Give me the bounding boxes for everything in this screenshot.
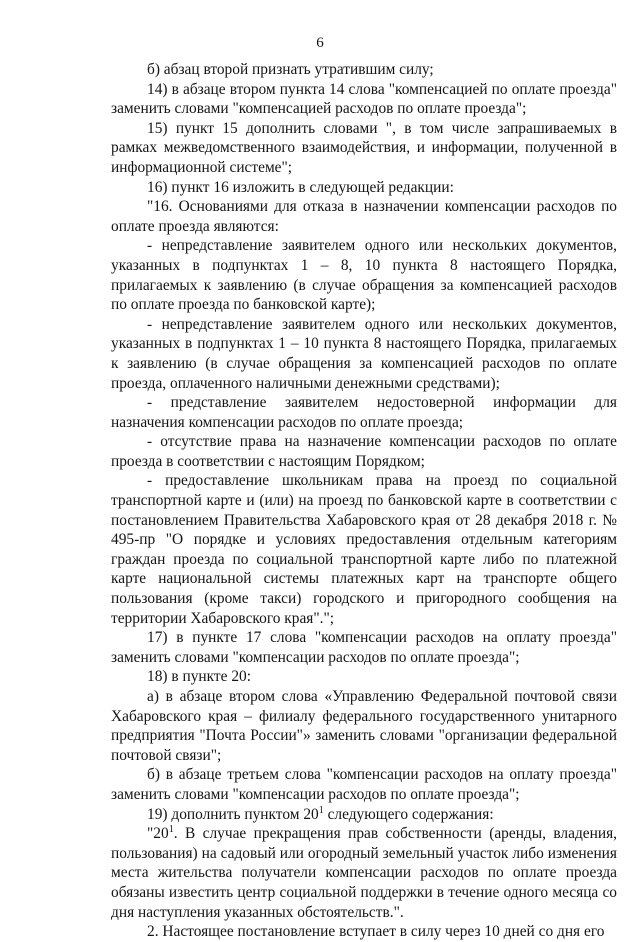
- paragraph-refusal-ground-3: - представление заявителем недостоверной информации для назначения компенсации расходов по оплате проезда;: [111, 394, 617, 431]
- paragraph-refusal-ground-5: - предоставление школьникам права на проезд по социальной транспортной карте и (или) на проезд по банковской карте в соответствии с постановлением Правительства Хабаровского края от 28 декабря 2018 г. № 495-пр "О порядке и условиях предоставления отдельным категориям граждан проезда по социальной транспортной карте либо по платежной карте национальной системы платежных карт на транспорте общего пользования (кроме такси) городского и пригородного сообщения на территории Хабаровского края".";: [111, 472, 617, 627]
- paragraph-item-18: 18) в пункте 20:: [147, 668, 251, 686]
- paragraph-final: 2. Настоящее постановление вступает в силу через 10 дней со дня его: [147, 923, 605, 941]
- text-fragment: . В случае прекращения прав собственности (аренды, владения, пользования) на садовый или огородный земельный участок либо изменения места жительства получатели компенсации расходов по оплате проезда обязаны известить центр социальной поддержки в течение одного месяца со дня наступления указанных обстоятельств.".: [111, 825, 617, 921]
- paragraph-item-18-b: б) в абзаце третьем слова "компенсации расходов на оплату проезда" заменить словами "компенсации расходов по оплате проезда";: [111, 766, 617, 803]
- paragraph-item-18-a: а) в абзаце втором слова «Управлению Федеральной почтовой связи Хабаровского края – филиалу федерального государственного унитарного предприятия "Почта России"» заменить словами "организации федеральной почтовой связи";: [111, 688, 617, 764]
- paragraph-item-15: 15) пункт 15 дополнить словами ", в том числе запрашиваемых в рамках межведомственного взаимодействия, и информации, полученной в информационной системе";: [111, 119, 617, 176]
- paragraph-item-19: [111, 805, 617, 825]
- text-fragment: "20: [147, 825, 169, 843]
- paragraph-refusal-ground-2: - непредставление заявителем одного или нескольких документов, указанных в подпунктах 1 – 10 пункта 8 настоящего Порядка, прилагаемых к заявлению (в случае обращения за компенсацией расходов по оплате проезда, оплаченного наличными денежными средствами);: [111, 315, 617, 392]
- text-fragment: 19) дополнить пунктом 20: [147, 805, 319, 823]
- paragraph-item-17: 17) в пункте 17 слова "компенсации расходов на оплату проезда" заменить словами "компенсации расходов по оплате проезда";: [111, 629, 617, 666]
- paragraph-refusal-ground-1: - непредставление заявителем одного или нескольких документов, указанных в подпунктах 1 – 8, 10 пункта 8 настоящего Порядка, прилагаемых к заявлению (в случае обращения за компенсацией расходов по оплате проезда по банковской карте);: [111, 237, 617, 314]
- paragraph-subitem-b: б) абзац второй признать утратившим силу;: [147, 61, 434, 78]
- superscript: 1: [318, 804, 324, 816]
- page-number: 6: [316, 35, 324, 51]
- paragraph-item-16: 16) пункт 16 изложить в следующей редакции:: [147, 178, 454, 196]
- document-body: [111, 60, 617, 942]
- superscript: 1: [168, 824, 174, 836]
- paragraph-clause-16-intro: "16. Основаниями для отказа в назначении компенсации расходов по оплате проезда являются:: [111, 198, 617, 235]
- paragraph-refusal-ground-4: - отсутствие права на назначение компенсации расходов по оплате проезда в соответствии с настоящим Порядком;: [111, 433, 617, 470]
- paragraph-item-14: 14) в абзаце втором пункта 14 слова "компенсацией по оплате проезда" заменить словами "компенсацией расходов по оплате проезда";: [111, 80, 617, 118]
- paragraph-clause-20-1: [111, 824, 617, 922]
- text-fragment: следующего содержания:: [323, 805, 494, 823]
